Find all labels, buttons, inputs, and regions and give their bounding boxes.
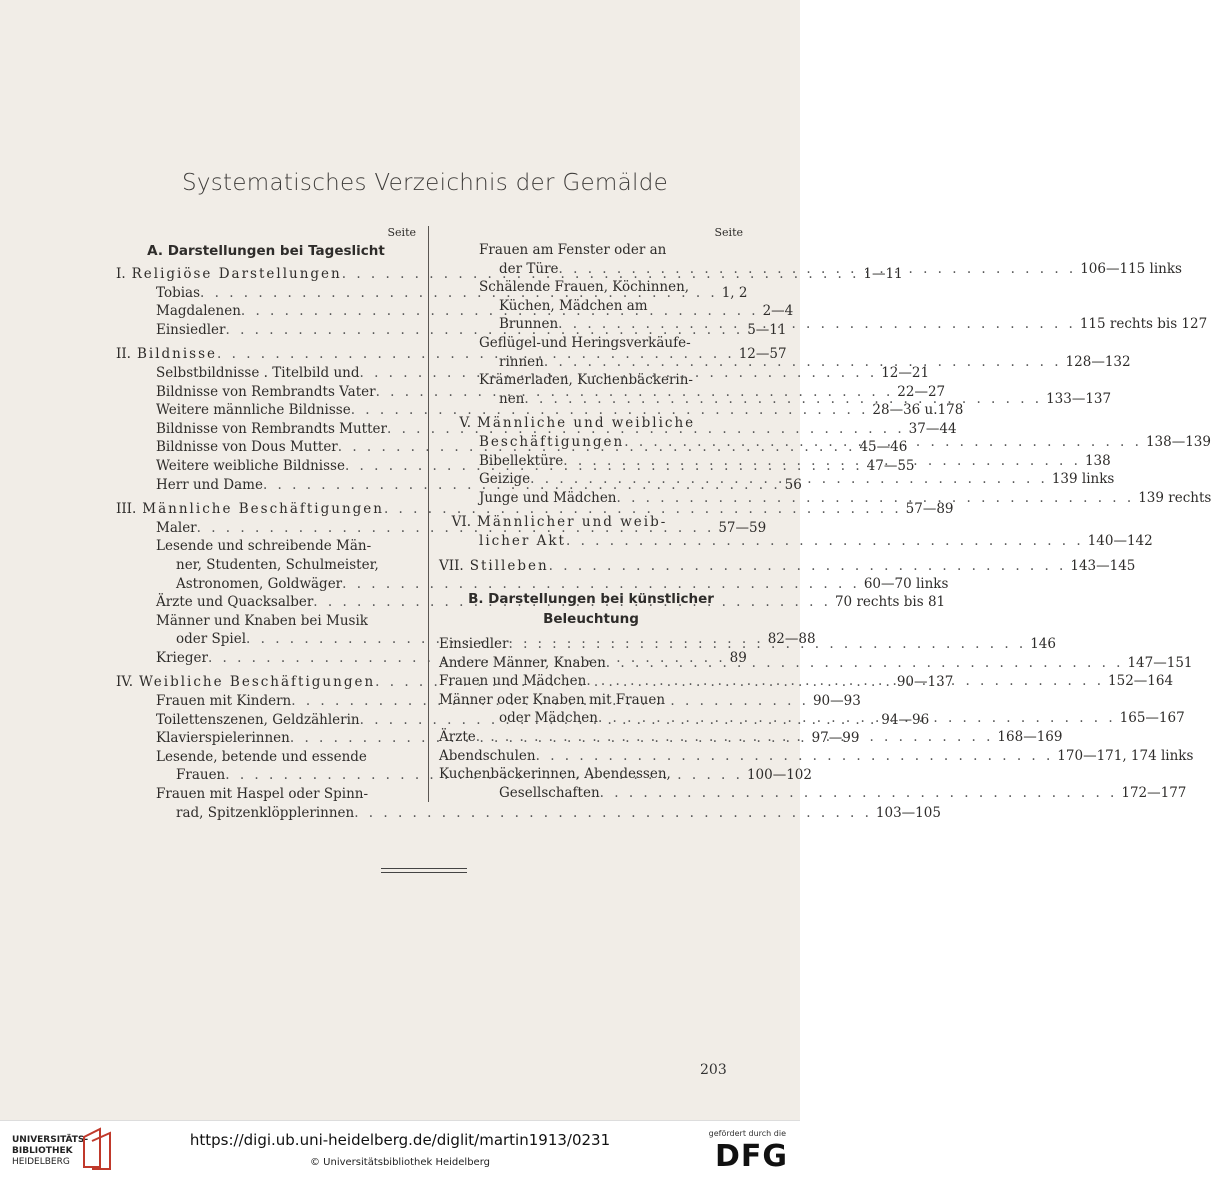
leader-dots — [549, 557, 1067, 576]
entry-page: 138—139 — [1145, 433, 1211, 450]
entry-page: 170—171, 174 links — [1057, 747, 1194, 764]
entry-page: 138 — [1084, 452, 1111, 469]
entry-page: 172—177 — [1121, 784, 1187, 801]
section-number: VI. — [451, 514, 471, 531]
entry-label: Tobias — [156, 284, 201, 301]
toc-entry — [439, 747, 1194, 766]
toc-section-heading — [116, 500, 954, 519]
leader-dots — [544, 353, 1062, 372]
library-line-2: BIBLIOTHEK — [12, 1146, 73, 1156]
toc-entry — [116, 401, 964, 420]
toc-entry — [439, 691, 743, 710]
entry-page: 90—93 — [812, 693, 861, 710]
leader-dots — [600, 784, 1118, 803]
leader-dots — [617, 489, 1135, 508]
entry-label: Astronomen, Goldwäger — [176, 575, 343, 592]
entry-label: Magdalenen — [156, 303, 241, 320]
entry-page: 168—169 — [997, 729, 1063, 746]
entry-label: Lesende, betende und essende — [156, 748, 367, 765]
entry-page: 139 links — [1051, 471, 1115, 488]
toc-entry — [439, 371, 743, 390]
entry-label: Frauen mit Kindern — [156, 693, 292, 710]
entry-page: 1, 2 — [721, 284, 748, 301]
leader-dots — [606, 654, 1124, 673]
toc-entry — [439, 241, 743, 260]
section-heading-b-line1: B. Darstellungen bei künstlicher — [468, 591, 714, 608]
entry-label: Frauen — [176, 767, 226, 784]
document-url-link[interactable]: https://digi.ub.uni-heidelberg.de/diglit/martin1913/0231 — [189, 1131, 611, 1149]
entry-label: Männliche und weibliche — [477, 415, 696, 432]
entry-page: 139 rechts — [1138, 489, 1211, 506]
toc-entry — [116, 785, 416, 804]
entry-label: Frauen am Fenster oder an — [479, 242, 667, 258]
entry-page: 133—137 — [1046, 390, 1112, 407]
toc-entry — [439, 334, 743, 353]
toc-entry — [439, 278, 743, 297]
entry-page: 90—137 — [896, 674, 954, 691]
toc-entry — [116, 748, 416, 767]
page-title: Systematisches Verzeichnis der Gemälde — [181, 170, 669, 196]
entry-page: 12—57 — [738, 346, 787, 363]
toc-entry — [439, 489, 1211, 508]
section-number: IV. — [116, 674, 134, 691]
entry-label: Männlicher und weib- — [477, 514, 668, 531]
section-number: VII. — [439, 557, 464, 574]
leader-dots — [558, 315, 1076, 334]
toc-entry — [439, 784, 1187, 803]
leader-dots — [559, 260, 1077, 279]
page-number: 203 — [700, 1062, 727, 1078]
toc-entry — [116, 575, 949, 594]
dfg-note: gefördert durch die — [708, 1129, 786, 1138]
entry-page: 2—4 — [762, 303, 794, 320]
entry-page: 165—167 — [1119, 710, 1185, 727]
entry-label: Männer oder Knaben mit Frauen — [439, 691, 666, 708]
entry-page: 89 — [729, 649, 747, 666]
entry-label: rad, Spitzenklöpplerinnen — [176, 804, 355, 821]
entry-label: Maler — [156, 519, 197, 536]
section-number: II. — [116, 346, 131, 363]
entry-page: 103—105 — [875, 804, 941, 821]
entry-label: Herr und Dame — [156, 476, 263, 493]
entry-label: Bildnisse von Rembrandts Mutter — [156, 420, 387, 437]
entry-label: Frauen und Mädchen — [439, 673, 587, 690]
toc-section-heading — [439, 557, 1136, 576]
entry-label: Klavierspielerinnen — [156, 730, 290, 747]
leader-dots — [566, 532, 1084, 551]
entry-page: 70 rechts bis 81 — [834, 594, 946, 611]
entry-page: 22—27 — [897, 383, 946, 400]
entry-label: Krämerladen, Kuchenbäckerin- — [479, 372, 693, 389]
library-line-3: HEIDELBERG — [12, 1157, 70, 1167]
entry-page: 152—164 — [1108, 673, 1174, 690]
entry-label: der Türe — [499, 260, 559, 277]
entry-page: 57—89 — [905, 501, 954, 518]
entry-page: 106—115 links — [1080, 260, 1182, 277]
entry-label: Einsiedler — [439, 636, 509, 653]
entry-page: 12—21 — [881, 364, 930, 381]
section-heading-b-line2: Beleuchtung — [543, 611, 639, 628]
entry-page: 82—88 — [767, 631, 816, 648]
entry-label: Selbstbildnisse . Titelbild und — [156, 364, 360, 381]
entry-label: Krieger — [156, 649, 208, 666]
toc-entry — [439, 532, 1153, 551]
copyright-text: © Universitätsbibliothek Heidelberg — [309, 1157, 490, 1168]
entry-label: nen — [499, 390, 525, 407]
dfg-logo: DFG — [714, 1139, 788, 1174]
entry-label: oder Mädchen — [499, 710, 598, 727]
entry-label: Ärzte und Quacksalber — [156, 594, 314, 611]
entry-label: Beschäftigungen — [479, 433, 625, 450]
entry-label: Geflügel-und Heringsverkäufe- — [479, 334, 691, 351]
leader-dots — [563, 452, 1081, 471]
section-heading-b — [439, 589, 743, 629]
toc-entry — [439, 765, 743, 784]
entry-page: 5—11 — [747, 321, 787, 338]
leader-dots — [354, 804, 872, 823]
leader-dots — [536, 747, 1054, 766]
entry-page: 115 rechts bis 127 — [1079, 316, 1208, 333]
entry-page: 45—46 — [859, 439, 908, 456]
toc-entry — [116, 804, 941, 823]
entry-label: Gesellschaften — [499, 784, 600, 801]
entry-label: Andere Männer, Knaben — [439, 654, 606, 671]
entry-page: 94—96 — [881, 711, 930, 728]
leader-dots — [476, 728, 994, 747]
leader-dots — [530, 470, 1048, 489]
entry-page: 60—70 links — [863, 575, 949, 592]
entry-label: Brunnen — [499, 316, 559, 333]
entry-label: Geizige — [479, 471, 531, 488]
entry-label: Junge und Mädchen — [479, 489, 617, 506]
entry-label: rinnen — [499, 353, 544, 370]
entry-label: Männer und Knaben bei Musik — [156, 612, 368, 629]
footer — [0, 1120, 800, 1178]
entry-page: 57—59 — [718, 519, 767, 536]
entry-page: 1—11 — [863, 266, 903, 282]
entry-page: 56 — [784, 476, 802, 493]
leader-dots — [624, 433, 1142, 452]
library-line-1: UNIVERSITÄTS- — [12, 1135, 89, 1145]
toc-entry — [116, 612, 416, 631]
entry-label: Weitere männliche Bildnisse — [156, 402, 351, 419]
toc-entry — [439, 297, 743, 316]
entry-label: Bildnisse von Dous Mutter — [156, 439, 338, 456]
entry-label: Männliche Beschäftigungen — [142, 501, 384, 518]
toc-entry — [116, 556, 416, 575]
entry-page: 37—44 — [908, 420, 957, 437]
entry-page: 140—142 — [1087, 532, 1153, 549]
entry-label: Kuchenbäckerinnen, Abendessen, — [439, 766, 671, 783]
entry-label: Lesende und schreibende Män- — [156, 538, 372, 555]
double-rule-top — [381, 868, 467, 869]
toc-entry — [439, 654, 1193, 673]
entry-label: Weibliche Beschäftigungen — [139, 674, 376, 691]
entry-label: Ärzte — [439, 729, 476, 746]
section-number: I. — [116, 266, 126, 282]
entry-label: Stilleben — [469, 557, 549, 574]
seite-label-left: Seite — [387, 226, 416, 239]
toc-section — [439, 557, 1136, 576]
entry-label: Abendschulen — [439, 747, 536, 764]
seite-label-right: Seite — [714, 226, 743, 239]
entry-page: 146 — [1030, 636, 1056, 653]
entry-label: Frauen mit Haspel oder Spinn- — [156, 786, 369, 803]
entry-label: Weitere weibliche Bildnisse — [156, 457, 345, 474]
toc-entry — [116, 537, 416, 556]
entry-page: 147—151 — [1127, 654, 1193, 671]
entry-page: 100—102 — [746, 767, 812, 784]
toc-section-heading — [439, 513, 743, 532]
entry-label: Küchen, Mädchen am — [499, 297, 648, 314]
entry-page: 47—55 — [866, 457, 915, 474]
entry-label: licher Akt — [479, 532, 566, 549]
leader-dots — [524, 390, 1042, 409]
entry-label: Bildnisse — [136, 346, 218, 363]
entry-label: oder Spiel — [176, 631, 247, 648]
toc-section-heading — [439, 414, 743, 433]
entry-label: Religiöse Darstellungen — [131, 266, 342, 282]
entry-page: 128—132 — [1065, 353, 1131, 370]
section-number: III. — [116, 501, 137, 518]
entry-label: Schälende Frauen, Köchinnen, — [479, 279, 690, 296]
section-heading-a: A. Darstellungen bei Tageslicht — [147, 243, 385, 259]
toc-section — [439, 513, 1153, 550]
leader-dots — [586, 672, 1104, 691]
entry-label: Bibellektüre — [479, 452, 564, 469]
entry-page: 143—145 — [1070, 557, 1136, 574]
entry-page: 97—99 — [811, 730, 860, 747]
entry-page: 28—36 u.178 — [872, 402, 964, 419]
double-rule-bottom — [381, 872, 467, 873]
section-number: V. — [459, 415, 471, 432]
entry-label: ner, Studenten, Schulmeister, — [176, 556, 379, 573]
entry-label: Bildnisse von Rembrandts Vater — [156, 383, 376, 400]
leader-dots — [598, 709, 1116, 728]
entry-label: Einsiedler — [156, 321, 226, 338]
leader-dots — [509, 635, 1027, 654]
entry-label: Toilettenszenen, Geldzählerin — [156, 711, 360, 728]
